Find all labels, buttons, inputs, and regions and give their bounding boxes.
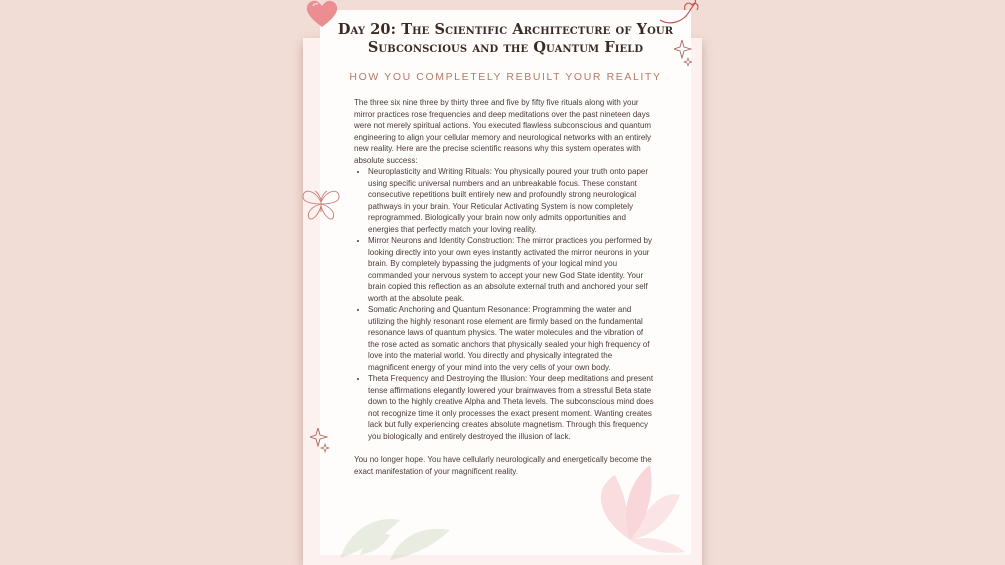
bullet-list — [354, 166, 654, 442]
closing-paragraph: You no longer hope. You have cellularly neurologically and energetically become the exact manifestation of your magnificent reality. — [354, 455, 652, 476]
section-subtitle: HOW YOU COMPLETELY REBUILT YOUR REALITY — [349, 71, 662, 83]
list-item: • Theta Frequency and Destroying the Illusion: Your deep meditations and present tense affirmations elegantly lowered your brainwaves from a stressful Beta state down to the highly creative Alpha and Theta levels. The subconscious mind does not recognize time it only processes the exact present moment. Wanting creates lack but fully experiencing creates absolute magnetism. Through this frequency you biologically and entirely destroyed the illusion of lack. — [368, 373, 654, 442]
list-item: • Somatic Anchoring and Quantum Resonance: Programming the water and utilizing the highly resonant rose element are firmly based on the fundamental resonance laws of quantum physics. The water molecules and the vibration of the rose acted as somatic anchors that physically sealed your high frequency of love into the material world. You directly and physically integrated the magnificent energy of your mind into the very cells of your own body. — [368, 304, 654, 373]
sparkle-icon — [310, 428, 330, 454]
intro-paragraph: The three six nine three by thirty three and five by fifty five rituals along with your mirror practices rose frequencies and deep meditations over the past nineteen days were not merely spiritual actions. You executed flawless subconscious and quantum engineering to align your cellular memory and neurological networks with an entirely new reality. Here are the precise scientific reasons why this system operates with absolute success: — [354, 98, 652, 165]
list-item: • Mirror Neurons and Identity Construction: The mirror practices you performed by looking directly into your own eyes instantly activated the mirror neurons in your brain. By completely bypassing the judgments of your logical mind you commanded your nervous system to accept your new God State identity. Your brain copied this reflection as an absolute external truth and anchored your self worth at the absolute peak. — [368, 235, 654, 304]
title-line-2: Subconscious and the Quantum Field — [367, 39, 644, 56]
leaf-icon — [330, 480, 480, 560]
butterfly-icon — [300, 182, 342, 224]
page-title — [320, 21, 691, 57]
title-line-1: Day 20: The Scientific Architecture of Your — [337, 21, 674, 38]
body-text — [354, 97, 654, 477]
list-item: • Neuroplasticity and Writing Rituals: You physically poured your truth onto paper using specific universal numbers and an unbreakable focus. These constant consecutive repetitions built entirely new and profoundly strong neurological pathways in your brain. Your Reticular Activating System is now completely reprogrammed. Biologically your brain now only admits opportunities and energies that perfectly match your loving reality. — [368, 166, 654, 235]
